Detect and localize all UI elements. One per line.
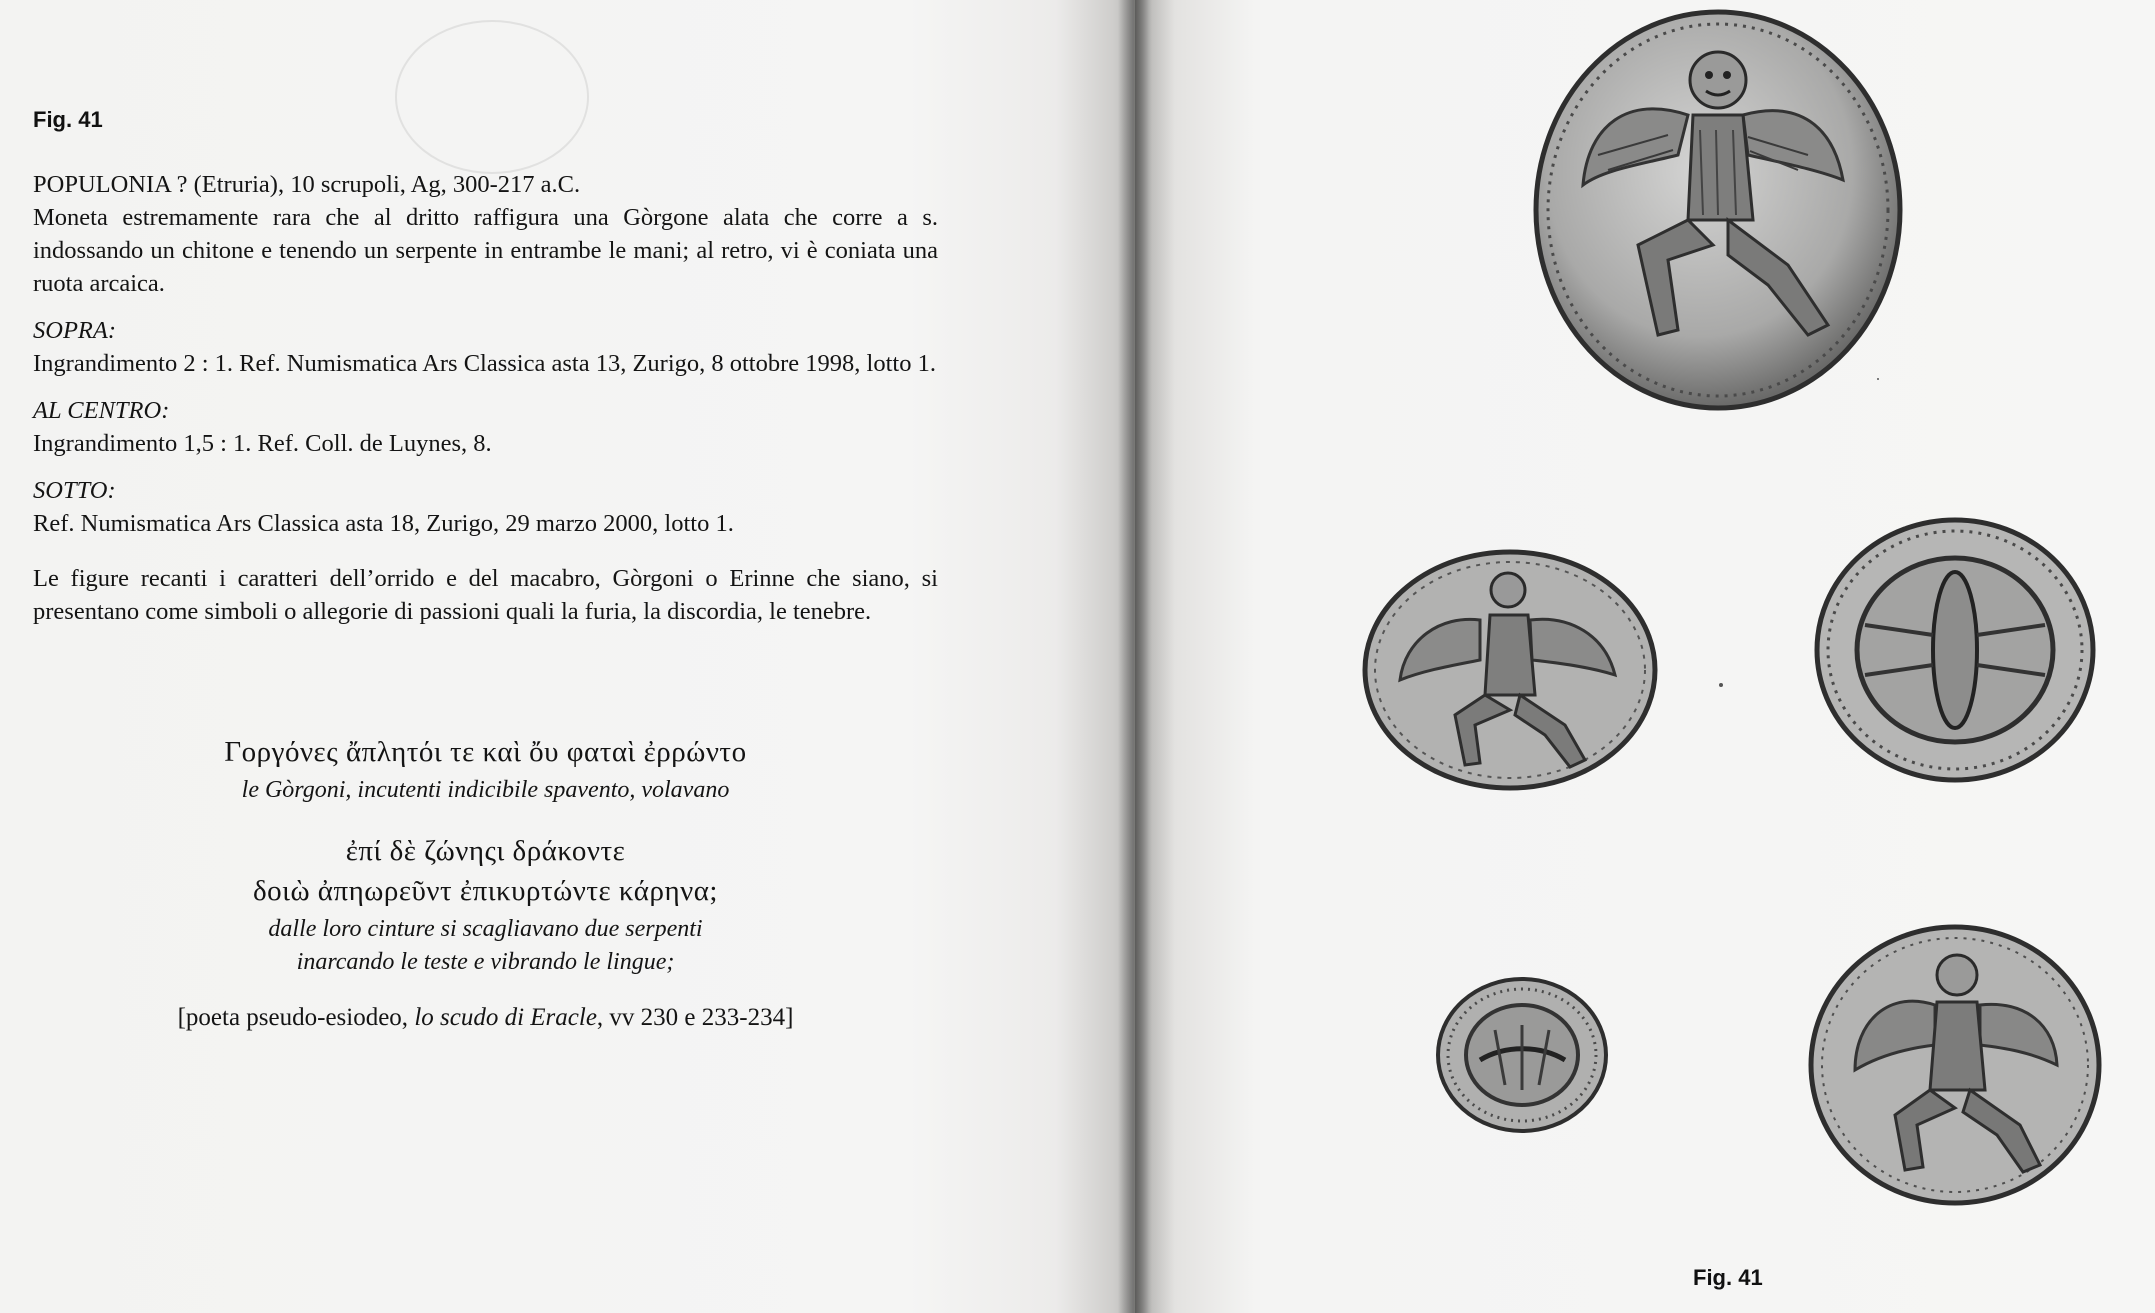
citation-title: lo scudo di Eracle [414, 1004, 597, 1031]
centro-heading: AL CENTRO: [33, 397, 170, 424]
sopra-heading: SOPRA: [33, 317, 116, 344]
italian-translation-2: dalle loro cinture si scagliavano due serpenti [268, 916, 703, 942]
sopra-text: Ingrandimento 2 : 1. Ref. Numismatica Ars Classica asta 13, Zurigo, 8 ottobre 1998, lotto 1. [33, 350, 936, 377]
gorgon-paragraph: Le figure recanti i caratteri dell’orrido e del macabro, Gòrgoni o Erinne che siano, si presentano come simboli o allegorie di passioni quali la furia, la discordia, le tenebre. [33, 565, 938, 625]
text-block [33, 168, 938, 628]
coin-large-gorgon-obverse [1528, 5, 1908, 415]
sotto-heading: SOTTO: [33, 477, 116, 504]
coin-bottom-wheel-reverse [1435, 975, 1610, 1135]
greek-verse-2: ἐπί δὲ ζώνηςι δράκοντε [345, 835, 626, 867]
print-speck [1719, 683, 1723, 687]
bleed-through-seal [395, 20, 589, 174]
print-speck [1877, 378, 1879, 380]
italian-translation-1: le Gòrgoni, incutenti indicibile spavento, volavano [241, 777, 730, 803]
right-page [1135, 0, 2155, 1313]
coin-bottom-gorgon-obverse [1805, 920, 2105, 1210]
coin-center-gorgon-obverse [1360, 545, 1660, 795]
citation [33, 1001, 938, 1034]
description-paragraph: Moneta estremamente rara che al dritto raffigura una Gòrgone alata che corre a s. indossando un chitone e tenendo un serpente in entrambe le mani; al retro, vi è coniata una ruota arcaica. [33, 204, 938, 297]
citation-suffix: , vv 230 e 233-234] [596, 1004, 794, 1031]
sotto-text: Ref. Numismatica Ars Classica asta 18, Zurigo, 29 marzo 2000, lotto 1. [33, 510, 734, 537]
centro-text: Ingrandimento 1,5 : 1. Ref. Coll. de Luynes, 8. [33, 430, 492, 457]
fig-label-right: Fig. 41 [1693, 1265, 1763, 1290]
fig-label-left: Fig. 41 [33, 107, 103, 132]
coin-center-wheel-reverse [1813, 515, 2098, 785]
greek-verse-1: Γοργόνες ἄπλητόι τε καὶ ὄυ φαταὶ ἐρρώντο [224, 736, 747, 768]
citation-prefix: [poeta pseudo-esiodeo, [177, 1004, 415, 1031]
italian-translation-3: inarcando le teste e vibrando le lingue; [296, 949, 675, 975]
intro-line: POPULONIA ? (Etruria), 10 scrupoli, Ag, 300-217 a.C. [33, 171, 581, 198]
quotation-block [33, 732, 938, 1034]
greek-verse-3: δοιὼ ἀπηωρεῦντ ἐπικυρτώντε κάρηνα; [253, 875, 718, 907]
